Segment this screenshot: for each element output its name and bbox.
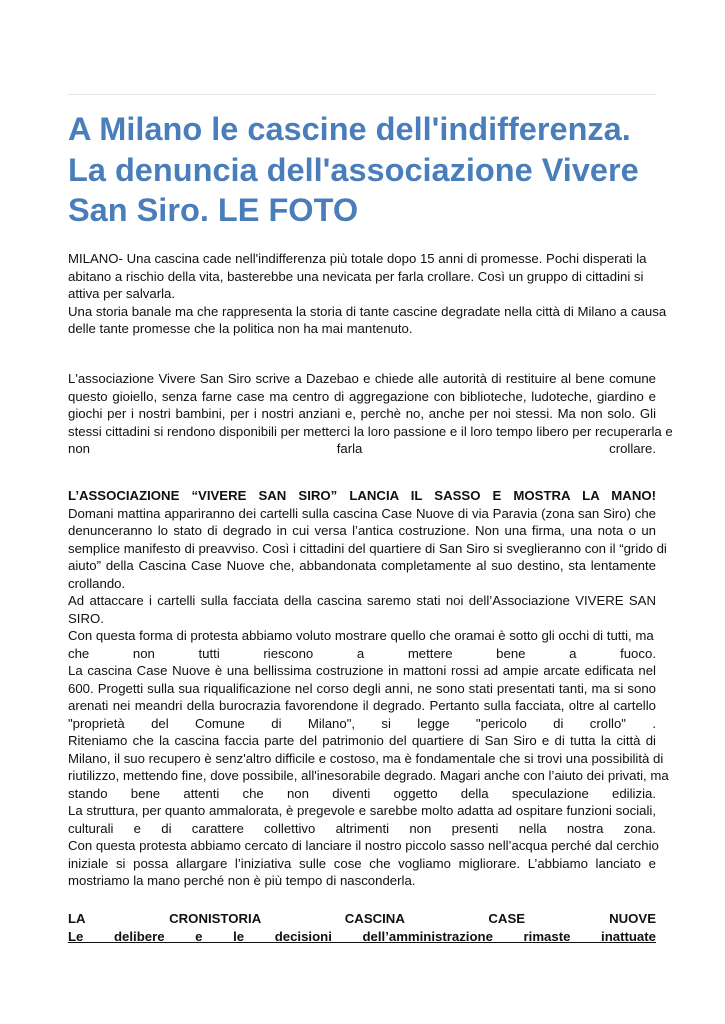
text-line: crollando.	[68, 575, 126, 591]
text-line: non farla crollare.	[68, 441, 656, 456]
title-line: San Siro. LE FOTO	[68, 192, 359, 228]
text-line: Milano, il suo recupero è senz'altro difficile e costoso, ma è fondamentale che si trovi una possibilità di	[68, 750, 664, 766]
association-paragraph	[68, 370, 673, 458]
text-line: Una storia banale ma che rappresenta la storia di tante cascine degradate nella città di Milano a causa	[68, 303, 667, 319]
text-line: questo gioiello, senza farne case ma centro di aggregazione con biblioteche, ludoteche, giardino e	[68, 388, 656, 404]
text-line: L'associazione Vivere San Siro scrive a Dazebao e chiede alle autorità di restituire al bene comune	[68, 371, 656, 386]
cronistoria-heading: LA CRONISTORIA CASCINA CASE NUOVE	[68, 911, 656, 926]
cronistoria-section	[68, 910, 656, 945]
text-line: mostriamo la mano perché non è più tempo di nasconderla.	[68, 873, 416, 888]
text-line: Con questa protesta abbiamo cercato di lanciare il nostro piccolo sasso nell’acqua perché dal cerchio	[68, 838, 659, 853]
header-divider	[68, 94, 656, 95]
text-line: riutilizzo, mettendo fine, dove possibile, all'inesorabile degrado. Magari anche con l’aiuto dei privati, ma	[68, 768, 669, 783]
text-line: che non tutti riescono a mettere bene a fuoco.	[68, 645, 656, 661]
text-line: stando bene attenti che non diventi oggetto della speculazione edilizia.	[68, 785, 656, 801]
title-line: A Milano le cascine dell'indifferenza.	[68, 111, 631, 147]
text-line: 600. Progetti sulla sua riqualificazione nel corso degli anni, ne sono stati presentati tanti, ma si sono	[68, 680, 656, 696]
text-line: La struttura, per quanto ammalorata, è pregevole e sarebbe molto adatta ad ospitare funzioni sociali,	[68, 803, 656, 818]
text-line: arenati nei meandri della burocrazia favorendone il degrado. Pertanto sulla facciata, oltre al cartello	[68, 698, 656, 713]
text-line: culturali e di carattere collettivo altrimenti non presenti nella nostra zona.	[68, 820, 656, 836]
text-line: semplice manifesto di preavviso. Così i cittadini del quartiere di San Siro si sveglieranno con il “grido di	[68, 540, 667, 556]
text-line: Ad attaccare i cartelli sulla facciata della cascina saremo stati noi dell’Associazione VIVERE SAN	[68, 593, 656, 608]
text-line: abitano a rischio della vita, basterebbe una nevicata per farla crollare. Così un gruppo di cittadini si	[68, 268, 644, 284]
text-line: delle tante promesse che la politica non ha mai mantenuto.	[68, 321, 413, 336]
protest-section	[68, 487, 669, 890]
text-line: stessi cittadini si rendono disponibili per metterci la loro passione e il loro tempo libero per recuperarla e	[68, 423, 673, 439]
intro-paragraph	[68, 250, 667, 338]
section-heading: L’ASSOCIAZIONE “VIVERE SAN SIRO” LANCIA IL SASSO E MOSTRA LA MANO!	[68, 488, 656, 503]
text-line: iniziale si possa allargare l’iniziativa sulle cose che vogliamo migliorare. L’abbiamo lanciato e	[68, 855, 656, 871]
article-title	[68, 109, 668, 231]
delibere-subheading: Le delibere e le decisioni dell’amministrazione rimaste inattuate	[68, 928, 656, 944]
text-line: Domani mattina appariranno dei cartelli sulla cascina Case Nuove di via Paravia (zona san Siro) che	[68, 505, 656, 521]
text-line: "proprietà del Comune di Milano", si legge "pericolo di crollo" .	[68, 715, 656, 731]
text-line: La cascina Case Nuove è una bellissima costruzione in mattoni rossi ad ampie arcate edificata nel	[68, 663, 656, 678]
text-line: aiuto” della Cascina Case Nuove che, abbandonata completamente al suo destino, sta lentamente	[68, 558, 656, 573]
title-line: La denuncia dell'associazione Vivere	[68, 151, 639, 188]
text-line: denunceranno lo stato di degrado in cui versa l’antica costruzione. Non una firma, una nota o un	[68, 523, 656, 538]
text-line: giochi per i nostri bambini, per i nostri anziani e, perchè no, anche per noi stessi. Ma non solo. Gli	[68, 406, 656, 421]
text-line: MILANO- Una cascina cade nell'indifferenza più totale dopo 15 anni di promesse. Pochi disperati la	[68, 251, 647, 266]
text-line: SIRO.	[68, 610, 104, 626]
text-line: Riteniamo che la cascina faccia parte del patrimonio del quartiere di San Siro e di tutta la città di	[68, 733, 656, 748]
text-line: attiva per salvarla.	[68, 286, 176, 301]
text-line: Con questa forma di protesta abbiamo voluto mostrare quello che oramai è sotto gli occhi di tutti, ma	[68, 628, 654, 643]
